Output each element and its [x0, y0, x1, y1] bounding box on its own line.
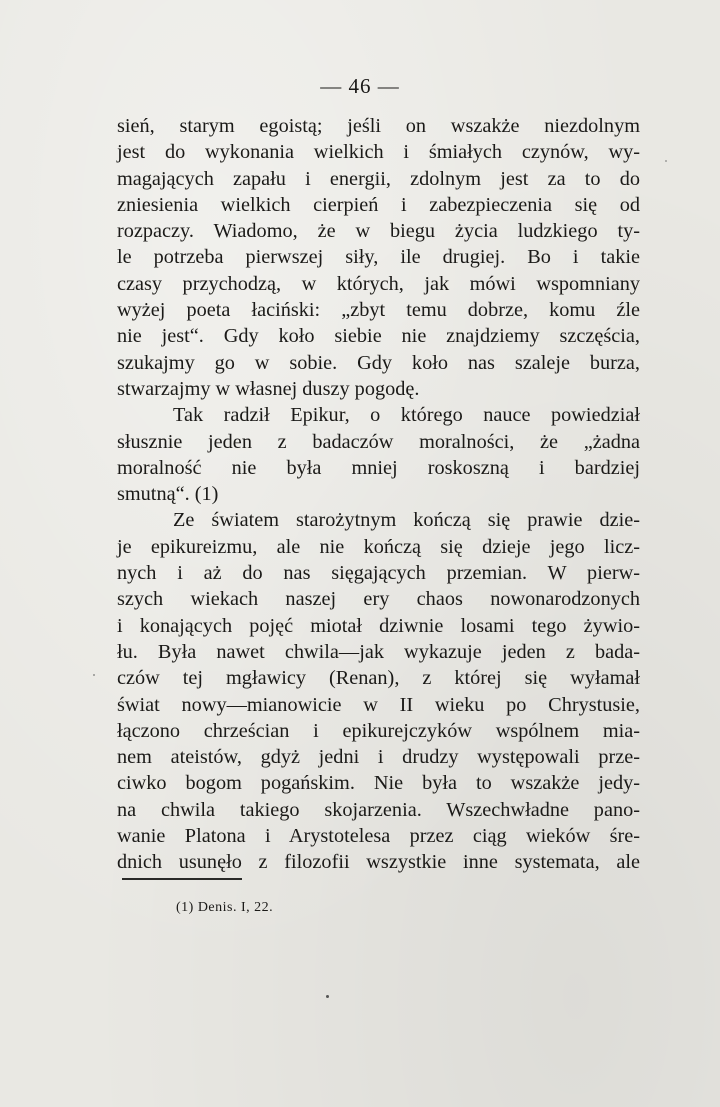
text-line: łączono chrześcian i epikurejczyków wspólnem mia- [117, 719, 640, 742]
text-line: dnich usunęło z filozofii wszystkie inne systemata, ale [117, 851, 640, 874]
text-line: świat nowy—mianowicie w II wieku po Chrystusie, [117, 693, 640, 716]
text-line: le potrzeba pierwszej siły, ile drugiej. Bo i takie [117, 246, 640, 269]
text-line: czasy przychodzą, w których, jak mówi wspomniany [117, 272, 640, 295]
text-line: czów tej mgławicy (Renan), z której się wyłamał [117, 667, 640, 690]
text-line: rozpaczy. Wiadomo, że w biegu życia ludzkiego ty- [117, 220, 640, 243]
footnote-divider [122, 878, 242, 880]
text-line: i konających pojęć miotał dziwnie losami tego żywio- [117, 614, 640, 637]
text-line: nem ateistów, gdyż jedni i drudzy występowali prze- [117, 746, 640, 769]
paragraph-end-line: smutną“. (1) [117, 483, 219, 506]
text-line: ciwko bogom pogańskim. Nie była to wszakże jedy- [117, 772, 640, 795]
paper-speck [326, 995, 329, 998]
paragraph-start-line: Ze światem starożytnym kończą się prawie dzie- [173, 509, 640, 532]
text-line: sień, starym egoistą; jeśli on wszakże niezdolnym [117, 115, 640, 137]
text-line: szych wiekach naszej ery chaos nowonarodzonych [117, 588, 640, 611]
paragraph-end-line: stwarzajmy w własnej duszy pogodę. [117, 377, 420, 400]
paper-speck [93, 674, 95, 676]
text-line: wanie Platona i Arystotelesa przez ciąg wieków śre- [117, 825, 640, 848]
text-line: magających zapału i energii, zdolnym jest za to do [117, 167, 640, 190]
text-line: nych i aż do nas sięgających przemian. W pierw- [117, 562, 640, 585]
text-line: je epikureizmu, ale nie kończą się dzieje jego licz- [117, 535, 640, 558]
text-line: moralność nie była mniej roskoszną i bardziej [117, 456, 640, 479]
text-line: jest do wykonania wielkich i śmiałych czynów, wy- [117, 141, 640, 164]
text-line: wyżej poeta łaciński: „zbyt temu dobrze, komu źle [117, 299, 640, 322]
text-line: nie jest“. Gdy koło siebie nie znajdziemy szczęścia, [117, 325, 640, 348]
text-line: słusznie jeden z badaczów moralności, że „żadna [117, 430, 640, 453]
page-number: — 46 — [320, 74, 400, 98]
paragraph-start-line: Tak radził Epikur, o którego nauce powiedział [173, 404, 640, 427]
paper-speck [665, 160, 667, 162]
text-line: szukajmy go w sobie. Gdy koło nas szaleje burza, [117, 351, 640, 374]
text-line: łu. Była nawet chwila—jak wykazuje jeden z bada- [117, 640, 640, 663]
text-line: zniesienia wielkich cierpień i zabezpieczenia się od [117, 193, 640, 216]
footnote: (1) Denis. I, 22. [176, 900, 274, 915]
text-line: na chwila takiego skojarzenia. Wszechwładne pano- [117, 798, 640, 821]
body-text [117, 113, 640, 876]
